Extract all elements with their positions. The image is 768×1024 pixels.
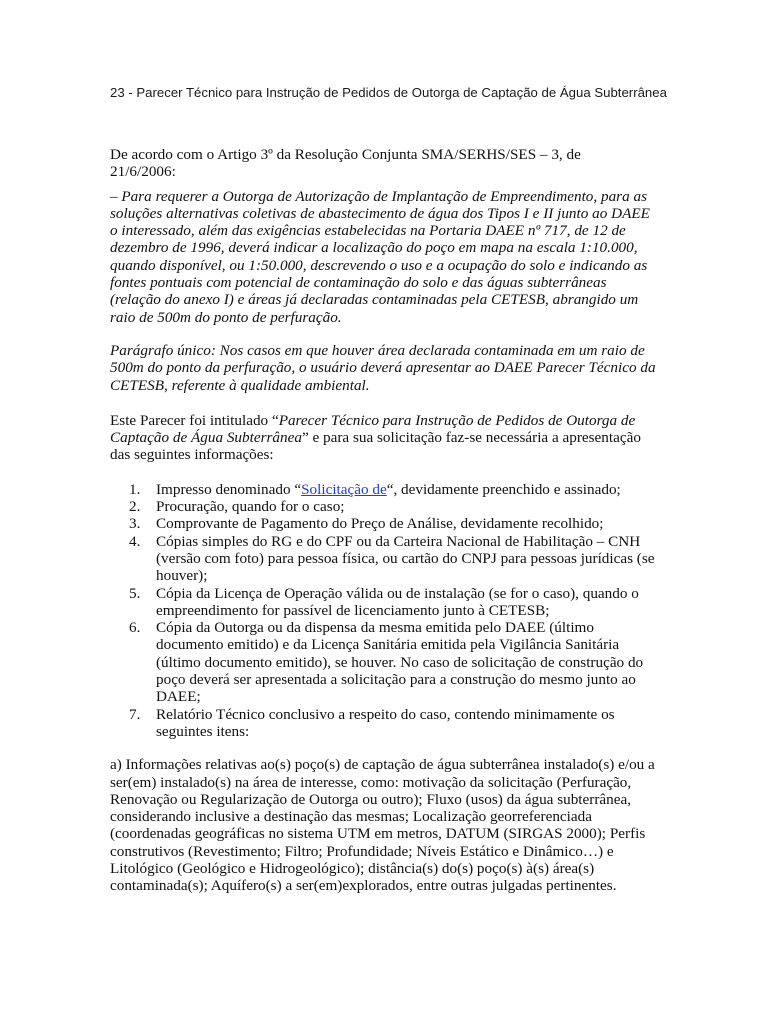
parecer-title-italic: Parecer Técnico para Instrução de Pedidos de Outorga de Captação de Água Subterrânea bbox=[110, 411, 636, 447]
list-item-text: Comprovante de Pagamento do Preço de Análise, devidamente recolhido; bbox=[156, 515, 604, 533]
list-item bbox=[129, 498, 658, 516]
parecer-intro-prefix: Este Parecer foi intitulado “ bbox=[110, 411, 279, 429]
list-item-number: 2. bbox=[129, 498, 141, 516]
requirements-list bbox=[110, 481, 658, 740]
list-item bbox=[129, 515, 658, 533]
parecer-intro-paragraph bbox=[110, 412, 658, 464]
solicitacao-link[interactable]: Solicitação de bbox=[301, 480, 387, 498]
list-item bbox=[129, 480, 658, 498]
list-item-text: Cópias simples do RG e do CPF ou da Carteira Nacional de Habilitação – CNH (versão com foto) para pessoa física, ou cartão do CNPJ para pessoas jurídicas (se houver); bbox=[156, 532, 655, 585]
list-item-number: 3. bbox=[129, 515, 141, 533]
intro-line-2: 21/6/2006: bbox=[110, 163, 176, 181]
item-1-suffix: “, devidamente preenchido e assinado; bbox=[386, 480, 621, 498]
intro-paragraph bbox=[110, 146, 658, 181]
item-a-paragraph: a) Informações relativas ao(s) poço(s) de captação de água subterrânea instalado(s) e/ou a ser(em) instalado(s) na área de interesse, como: motivação da solicitação (Perfuração, Renovação ou Regularização de Outorga ou outro); Fluxo (usos) da água subterrânea, considerando inclusive a destinação das mesmas; Localização georreferenciada (coordenadas geográficas no sistema UTM em metros, DATUM (SIRGAS 2000); Perfis construtivos (Revestimento; Filtro; Profundidade; Níveis Estático e Dinâmico…) e Litológico (Geológico e Hidrogeológico); distância(s) do(s) poço(s) à(s) área(s) contaminada(s); Aquífero(s) a ser(em)explorados, entre outras julgadas pertinentes. bbox=[110, 756, 655, 895]
list-item-text: Cópia da Licença de Operação válida ou de instalação (se for o caso), quando o empreendimento for passível de licenciamento junto à CETESB; bbox=[156, 584, 639, 619]
list-item-text: Relatório Técnico conclusivo a respeito do caso, contendo minimamente os seguintes itens: bbox=[156, 705, 615, 740]
list-item-text: Procuração, quando for o caso; bbox=[156, 498, 345, 516]
document-title: 23 - Parecer Técnico para Instrução de Pedidos de Outorga de Captação de Água Subterrânea bbox=[110, 85, 667, 100]
item-1-prefix: Impresso denominado “ bbox=[156, 480, 302, 498]
list-item bbox=[129, 532, 658, 585]
list-item bbox=[129, 619, 658, 706]
intro-line-1: De acordo com o Artigo 3º da Resolução Conjunta SMA/SERHS/SES – 3, de bbox=[110, 146, 581, 163]
list-item bbox=[129, 705, 658, 741]
list-item-number: 5. bbox=[129, 584, 141, 602]
list-item-number: 7. bbox=[129, 705, 141, 723]
parecer-intro-suffix: ” e para sua solicitação faz-se necessária a apresentação das seguintes informações: bbox=[110, 429, 641, 464]
list-item-text: Cópia da Outorga ou da dispensa da mesma emitida pelo DAEE (último documento emitido) e da Licença Sanitária emitida pela Vigilância Sanitária (último documento emitido), se houver. No caso de solicitação de construção do poço deverá ser apresentada a solicitação para a construção do mesmo junto ao DAEE; bbox=[156, 619, 644, 706]
list-item-number: 4. bbox=[129, 532, 141, 550]
list-item-number: 6. bbox=[129, 619, 141, 637]
list-item bbox=[129, 584, 658, 620]
document-body bbox=[110, 146, 658, 895]
article-paragraph: – Para requerer a Outorga de Autorização de Implantação de Empreendimento, para as soluções alternativas coletivas de abastecimento de água dos Tipos I e II junto ao DAEE o interessado, além das exigências estabelecidas na Portaria DAEE nº 717, de 12 de dezembro de 1996, deverá indicar a localização do poço em mapa na escala 1:10.000, quando disponível, ou 1:50.000, descrevendo o uso e a ocupação do solo e indicando as fontes pontuais com potencial de contaminação do solo e das águas subterrâneas (relação do anexo I) e áreas já declaradas contaminadas pela CETESB, abrangido um raio de 500m do ponto de perfuração. bbox=[110, 187, 650, 326]
paragrafo-unico: Parágrafo único: Nos casos em que houver área declarada contaminada em um raio de 500m do ponto da perfuração, o usuário deverá apresentar ao DAEE Parecer Técnico da CETESB, referente à qualidade ambiental. bbox=[110, 341, 656, 394]
list-item-number: 1. bbox=[129, 480, 141, 498]
